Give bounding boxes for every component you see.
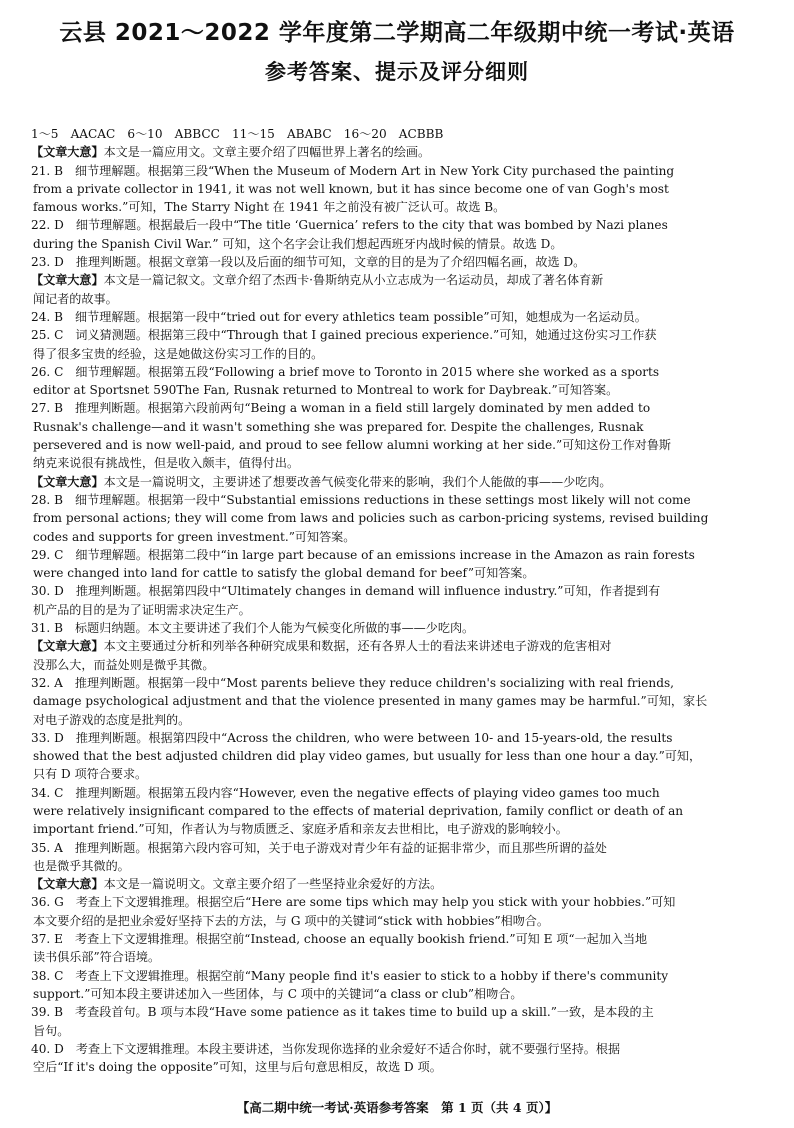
summary-text: 本文主要通过分析和列举各种研究成果和数据，还有各界人士的看法来讲述电子游戏的危害相对 (103, 639, 612, 654)
continuation-line: 纳克来说很有挑战性，但是收入颇丰，值得付出。 (33, 456, 300, 471)
answer-item-line: 36. G 考查上下文逻辑推理。根据空后“Here are some tips which may help you stick with your hobbies.”可知 (31, 895, 676, 910)
continuation-line: from personal actions; they will come from laws and policies such as carbon-pricing systems, revised building (33, 511, 709, 526)
summary-tag: 【文章大意】 (31, 474, 104, 489)
answer-item-line: 22. D 细节理解题。根据最后一段中“The title ‘Guernica’ refers to the city that was bombed by Nazi planes (31, 218, 668, 233)
continuation-line: were relatively insignificant compared to the effects of material deprivation, family conflict or death of an (33, 803, 684, 818)
continuation-line: Rusnak's challenge—and it wasn't something she was prepared for. Despite the challenges, Rusnak (33, 419, 644, 434)
answer-item-line: 28. B 细节理解题。根据第一段中“Substantial emissions reductions in these settings most likely will not come (31, 492, 691, 507)
answer-item-line: 25. C 词义猜测题。根据第三段中“Through that I gained precious experience.”可知，她通过这份实习工作获 (31, 328, 657, 343)
summary-tag: 【文章大意】 (31, 639, 104, 654)
answer-item-line: 23. D 推理判断题。根据文章第一段以及后面的细节可知，文章的目的是为了介绍四幅名画，故选 D。 (31, 255, 586, 270)
continuation-line: 机产品的目的是为了证明需求决定生产。 (33, 602, 251, 617)
page-subtitle: 参考答案、提示及评分细则 (265, 60, 529, 84)
continuation-line: showed that the best adjusted children did play video games, but usually for less than one hour a day.”可知， (33, 749, 702, 764)
continuation-line: during the Spanish Civil War.” 可知，这个名字会让我们想起西班牙内战时候的情景。故选 D。 (33, 236, 563, 251)
continuation-line: 读书俱乐部”符合语境。 (33, 950, 161, 965)
answer-item-line: 38. C 考查上下文逻辑推理。根据空前“Many people find it's easier to stick to a hobby if there's community (31, 968, 669, 983)
summary-line (31, 143, 763, 161)
continuation-line: were changed into land for cattle to satisfy the global demand for beef”可知答案。 (33, 566, 535, 581)
answer-item-line: 39. B 考查段首句。B 项与本段“Have some patience as it takes time to build up a skill.”一致，是本段的主 (31, 1005, 654, 1020)
summary-line (31, 271, 763, 289)
summary-text: 本文是一篇应用文。文章主要介绍了四幅世界上著名的绘画。 (103, 145, 431, 160)
continuation-line: 对电子游戏的态度是批判的。 (33, 712, 191, 727)
continuation-line: 没那么大，而益处则是微乎其微。 (33, 657, 215, 672)
continuation-line: 本文要介绍的是把业余爱好坚持下去的方法，与 G 项中的关键词“stick with hobbies”相吻合。 (33, 913, 549, 928)
continuation-line: 空后“If it's doing the opposite”可知，这里与后句意思相反，故选 D 项。 (33, 1060, 442, 1075)
answer-item-line: 31. B 标题归纳题。本文主要讲述了我们个人能为气候变化所做的事——少吃肉。 (31, 621, 475, 636)
continuation-line: codes and supports for green investment.”可知答案。 (33, 529, 356, 544)
continuation-line: 旨句。 (33, 1023, 70, 1038)
answer-item-line: 29. C 细节理解题。根据第二段中“in large part because of an emissions increase in the Amazon as rain forests (31, 547, 695, 562)
summary-line (31, 875, 763, 893)
answer-item-line: 40. D 考查上下文逻辑推理。本段主要讲述，当你发现你选择的业余爱好不适合你时，就不要强行坚持。根据 (31, 1041, 621, 1056)
answer-item-line: 32. A 推理判断题。根据第一段中“Most parents believe they reduce children's socializing with real friends, (31, 675, 674, 690)
continuation-line: 得了很多宝贵的经验，这是她做这份实习工作的目的。 (33, 346, 324, 361)
summary-tag: 【文章大意】 (31, 273, 104, 288)
answer-body (31, 125, 763, 1076)
continuation-line: from a private collector in 1941, it was not well known, but it has since become one of van Gogh's most (33, 181, 669, 196)
answer-item-line: 34. C 推理判断题。根据第五段内容“However, even the negative effects of playing video games too much (31, 785, 660, 800)
summary-text: 本文是一篇说明文。文章主要介绍了一些坚持业余爱好的方法。 (103, 877, 443, 892)
continuation-line: support.”可知本段主要讲述加入一些团体，与 C 项中的关键词“a class or club”相吻合。 (33, 986, 523, 1001)
answer-item-line: 21. B 细节理解题。根据第三段“When the Museum of Modern Art in New York City purchased the painting (31, 163, 675, 178)
page-footer: 【高二期中统一考试·英语参考答案 第 1 页（共 4 页）】 (236, 1100, 558, 1115)
continuation-line: 只有 D 项符合要求。 (33, 767, 148, 782)
continuation-line: damage psychological adjustment and that the violence presented in many games may be harmful.”可知，家长 (33, 694, 708, 709)
continuation-line: 也是微乎其微的。 (33, 858, 130, 873)
continuation-line: famous works.”可知，The Starry Night 在 1941 年之前没有被广泛认可。故选 B。 (33, 200, 506, 215)
summary-text: 本文是一篇记叙文。文章介绍了杰西卡·鲁斯纳克从小立志成为一名运动员，却成了著名体育新 (103, 273, 604, 288)
answers-line: 1～5 AACAC 6～10 ABBCC 11～15 ABABC 16～20 ACBBB (31, 127, 444, 141)
summary-text: 本文是一篇说明文，主要讲述了想要改善气候变化带来的影响，我们个人能做的事——少吃肉。 (103, 474, 612, 489)
summary-tag: 【文章大意】 (31, 145, 104, 160)
page-title: 云县 2021～2022 学年度第二学期高二年级期中统一考试·英语 (59, 20, 735, 46)
answer-item-line: 24. B 细节理解题。根据第一段中“tried out for every athletics team possible”可知，她想成为一名运动员。 (31, 309, 647, 324)
answer-item-line: 30. D 推理判断题。根据第四段中“Ultimately changes in demand will influence industry.”可知，作者提到有 (31, 584, 661, 599)
continuation-line: important friend.”可知，作者认为与物质匮乏、家庭矛盾和亲友去世相比，电子游戏的影响较小。 (33, 822, 568, 837)
summary-line (31, 637, 763, 655)
answer-item-line: 27. B 推理判断题。根据第六段前两句“Being a woman in a field still largely dominated by men added to (31, 401, 651, 416)
answer-item-line: 26. C 细节理解题。根据第五段“Following a brief move to Toronto in 2015 where she worked as a sports (31, 364, 660, 379)
answer-item-line: 35. A 推理判断题。根据第六段内容可知，关于电子游戏对青少年有益的证据非常少，而且那些所谓的益处 (31, 840, 608, 855)
continuation-line: 闻记者的故事。 (33, 291, 118, 306)
summary-line (31, 473, 763, 491)
continuation-line: editor at Sportsnet 590The Fan, Rusnak returned to Montreal to work for Daybreak.”可知答案。 (33, 383, 619, 398)
answer-item-line: 33. D 推理判断题。根据第四段中“Across the children, who were between 10- and 15-years-old, the results (31, 730, 673, 745)
continuation-line: persevered and is now well-paid, and proud to see fellow alumni working at her side.”可知这份工作对鲁斯 (33, 438, 672, 453)
summary-tag: 【文章大意】 (31, 877, 104, 892)
answer-item-line: 37. E 考查上下文逻辑推理。根据空前“Instead, choose an equally bookish friend.”可知 E 项“一起加入当地 (31, 932, 648, 947)
